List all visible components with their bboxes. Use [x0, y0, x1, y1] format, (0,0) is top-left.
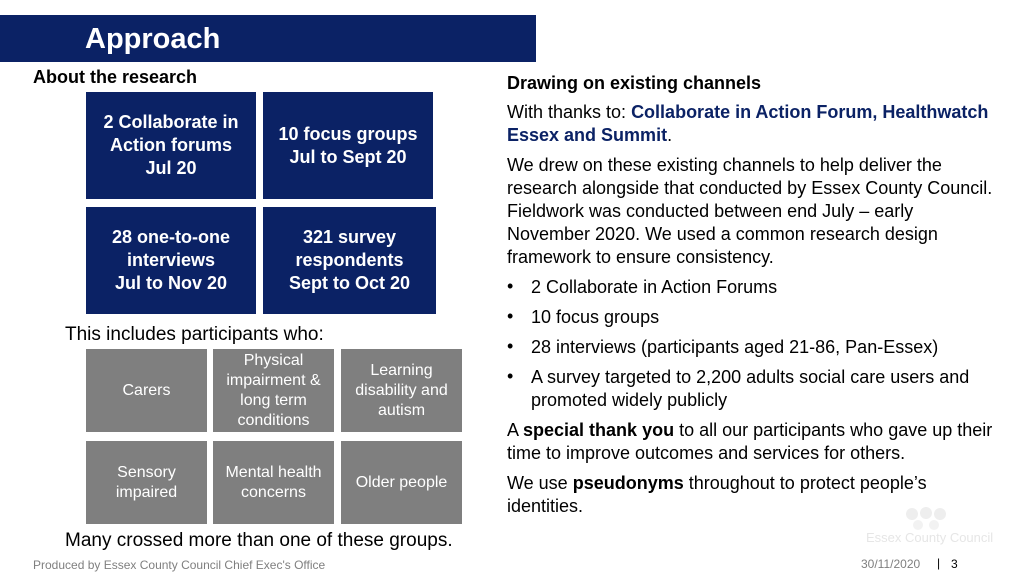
list-item: • 28 interviews (participants aged 21-86, Pan-Essex) — [507, 336, 997, 359]
thank-a: A — [507, 420, 524, 440]
pseudo-rest: throughout to protect people’s identities. — [507, 473, 927, 516]
bullet-list — [507, 276, 997, 412]
list-item: • 2 Collaborate in Action Forums — [507, 276, 997, 299]
group-box-mental-health — [213, 441, 334, 524]
page-title: Approach — [85, 23, 221, 55]
group-box-physical-impairment — [213, 349, 334, 432]
stat-box-interviews — [86, 207, 256, 314]
includes-participants-text: This includes participants who: — [65, 324, 324, 345]
group-box-older-people — [341, 441, 462, 524]
right-heading: Drawing on existing channels — [507, 73, 762, 93]
footer-produced-by: Produced by Essex County Council Chief Exec's Office — [33, 558, 326, 572]
crossed-groups-text: Many crossed more than one of these groups. — [65, 530, 453, 551]
stat-text: 2 Collaborate in Action forums Jul 20 — [103, 112, 239, 178]
stat-text: 10 focus groups Jul to Sept 20 — [278, 123, 418, 167]
group-label: Carers — [122, 381, 171, 399]
group-label: Older people — [355, 473, 448, 491]
group-box-sensory-impaired — [86, 441, 207, 524]
thanks-suffix: . — [667, 125, 673, 145]
title-bar — [0, 15, 536, 62]
thank-bold: special thank you — [523, 420, 675, 440]
thanks-prefix: With thanks to: — [507, 102, 632, 122]
pseudo-bold: pseudonyms — [572, 473, 684, 493]
group-box-learning-disability — [341, 349, 462, 432]
stat-text: 28 one-to-one interviews Jul to Nov 20 — [111, 227, 230, 293]
group-label: Learning disability and autism — [355, 361, 448, 419]
list-item: • A survey targeted to 2,200 adults social care users and promoted widely publicly — [507, 366, 997, 412]
thank-rest: to all our participants who gave up their time to improve outcomes and services for others. — [507, 420, 993, 463]
right-column — [507, 72, 997, 525]
channels-paragraph: We drew on these existing channels to help deliver the research alongside that conducted by Essex County Council. Fieldwork was conducted between end July – early November 2020. We used a common research design framework to ensure consistency. — [507, 155, 993, 267]
stat-box-focus-groups — [263, 92, 433, 199]
list-item: • 10 focus groups — [507, 306, 997, 329]
stat-text: 321 survey respondents Sept to Oct 20 — [288, 227, 411, 293]
logo-text: Essex County Council — [866, 530, 994, 545]
stat-box-survey — [263, 207, 436, 314]
page-number: 3 — [951, 557, 958, 571]
group-label: Sensory impaired — [115, 463, 178, 501]
group-label: Physical impairment & long term conditions — [226, 351, 321, 429]
group-label: Mental health concerns — [225, 463, 322, 501]
essex-county-council-logo — [864, 505, 999, 545]
pseudo-a: We use — [507, 473, 573, 493]
thanks-names: Collaborate in Action Forum, Healthwatch Essex and Summit — [507, 102, 989, 145]
stat-box-collaborate-forums — [86, 92, 256, 199]
group-box-carers — [86, 349, 207, 432]
thanks-paragraph — [507, 101, 997, 147]
footer-separator: | — [937, 556, 941, 570]
special-thanks-paragraph — [507, 419, 997, 465]
footer-date: 30/11/2020 — [861, 557, 921, 571]
section-title-about-research: About the research — [33, 67, 198, 87]
